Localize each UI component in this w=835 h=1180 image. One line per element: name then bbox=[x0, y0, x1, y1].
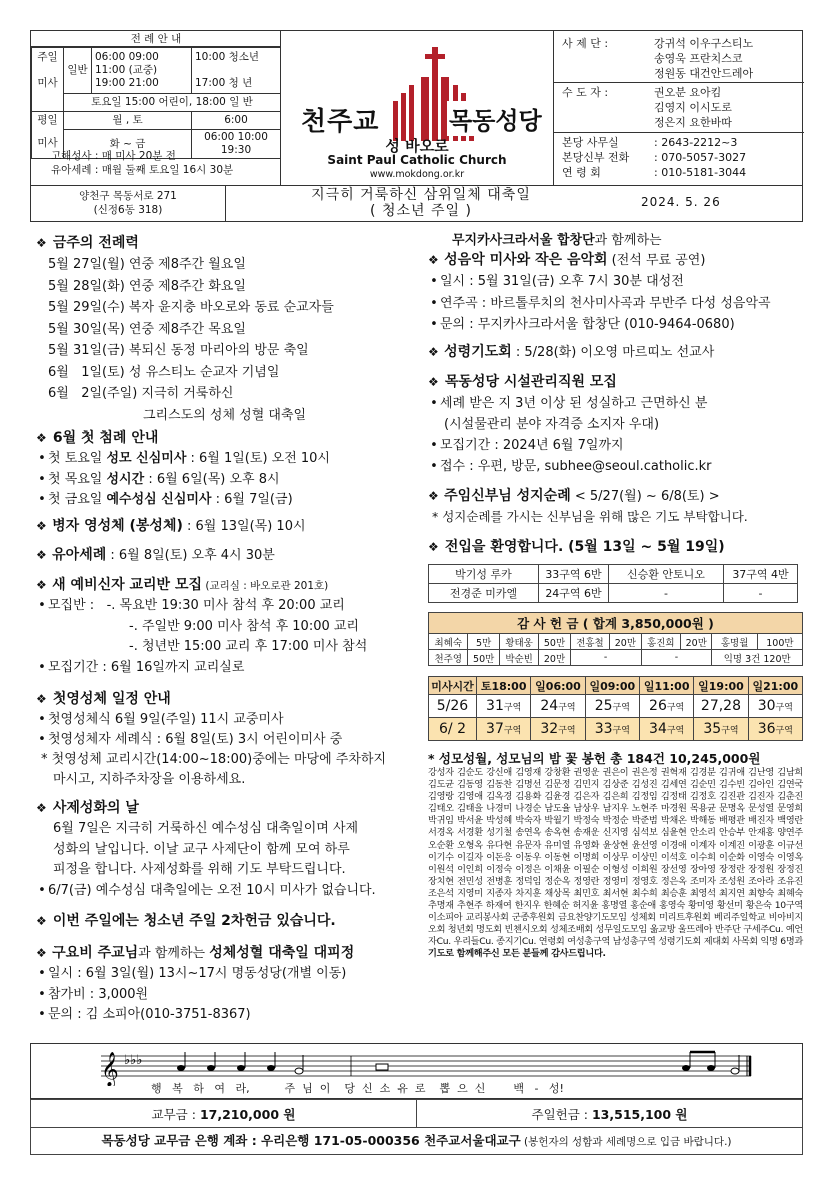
donation-amount: 50만 bbox=[468, 650, 499, 666]
district-number: 37 bbox=[486, 721, 504, 737]
section-title: 사제성화의 날 bbox=[52, 800, 139, 816]
infant-baptism-section bbox=[36, 545, 421, 566]
first-thursday-item: • 첫 목요일 성시간 : 6월 6일(목) 오후 8시 bbox=[36, 470, 421, 491]
sunday-title bbox=[261, 187, 581, 219]
donor-name: 홍진희 bbox=[641, 634, 680, 650]
church-website: www.mokdong.or.kr bbox=[369, 169, 465, 180]
paragraph-line: 피정을 합니다. 사제성화를 위해 기도 부탁드립니다. bbox=[53, 862, 346, 877]
district-number: 26 bbox=[649, 698, 667, 714]
choir-name: 무지카사크라서울 합창단 bbox=[452, 233, 595, 248]
prayer-meeting-section bbox=[428, 342, 803, 363]
column-header: 일09:00 bbox=[585, 677, 639, 695]
table-row: 6/ 2 37구역 32구역 33구역 34구역 35구역 36구역 bbox=[429, 718, 803, 741]
liturgical-calendar-section bbox=[36, 233, 421, 426]
mass-times-saturday: 토요일 15:00 어린이, 18:00 일 반 bbox=[64, 94, 281, 112]
bulletin-header bbox=[30, 30, 803, 186]
mass-days-mon-sat: 월 , 토 bbox=[64, 112, 192, 130]
priest-3: 정원동 대건안드레아 bbox=[654, 67, 754, 80]
youth-collection-section bbox=[36, 911, 421, 932]
bulletin-date: 2024. 5. 26 bbox=[641, 195, 721, 209]
label-priests: 사 제 단 : bbox=[562, 37, 609, 50]
pilgrimage-dates: < 5/27(월) ~ 6/8(토) > bbox=[570, 489, 720, 504]
svg-text:♭♭♭: ♭♭♭ bbox=[124, 1053, 143, 1068]
class-thursday: • 모집반 : -. 목요반 19:30 미사 참석 후 20:00 교리 bbox=[36, 596, 421, 617]
song-lyrics: 행 복 하 여 라, 주 님 이 당 신 소 유 로 뽑 으 신 백 - 성! bbox=[151, 1082, 564, 1095]
mass-schedule-table bbox=[31, 47, 281, 159]
paragraph-line: 6월 7일은 지극히 거룩하신 예수성심 대축일이며 사제 bbox=[53, 821, 359, 836]
address-line-1: 양천구 목동서로 271 bbox=[79, 190, 177, 202]
mass-times-youth: 10:00 청소년 17:00 청 년 bbox=[192, 48, 281, 94]
confession-note: 고해성사 : 매 미사 20분 전 bbox=[51, 150, 176, 162]
section-title: 성체성혈 대축일 대피정 bbox=[209, 945, 355, 961]
sunday-offering-label: 주일헌금 : bbox=[531, 1106, 588, 1122]
feast-name: 지극히 거룩하신 삼위일체 대축일 bbox=[311, 187, 531, 203]
donation-amount: 100만 bbox=[757, 634, 802, 650]
thanks-offering-title: 감 사 헌 금 ( 합계 3,850,000원 ) bbox=[429, 613, 803, 634]
religious-3: 정은지 요한바따 bbox=[654, 116, 732, 129]
parking-note: * 첫영성체 교리시간(14:00~18:00)중에는 마당에 주차하지 bbox=[41, 752, 387, 767]
district-number: 35 bbox=[703, 721, 722, 737]
flower-donor-list bbox=[428, 767, 803, 961]
recruit-deadline: • 모집기간 : 2024년 6월 7일까지 bbox=[428, 435, 803, 456]
diamond-bullet-icon: ❖ bbox=[36, 578, 47, 592]
retreat-section bbox=[36, 943, 421, 1026]
retreat-connector: 과 함께하는 bbox=[138, 946, 210, 961]
recruit-application: • 접수 : 우편, 방문, subhee@seoul.catholic.kr bbox=[428, 456, 803, 477]
new-member-district: 24구역 6반 bbox=[539, 584, 609, 603]
district-number: 36 bbox=[757, 721, 776, 737]
paragraph-line: 성화의 날입니다. 이날 교구 사제단이 함께 모여 하루 bbox=[53, 841, 350, 857]
donation-amount: 5만 bbox=[468, 634, 499, 650]
section-detail: : 6월 13일(목) 10시 bbox=[182, 519, 306, 534]
row-date: 6/ 2 bbox=[429, 718, 477, 741]
retreat-contact: • 문의 : 김 소피아(010-3751-8367) bbox=[36, 1005, 421, 1026]
diamond-bullet-icon: ❖ bbox=[428, 540, 439, 554]
retreat-bishop: 구요비 주교님 bbox=[52, 945, 139, 961]
label-funeral-society: 연 령 회 bbox=[562, 166, 601, 179]
parking-note-2: 마시고, 지하주차장을 이용하세요. bbox=[53, 772, 246, 787]
new-member-district: 33구역 6반 bbox=[539, 565, 609, 584]
sacrament-notes bbox=[51, 149, 233, 177]
mass-label-weekday-2: 미사 bbox=[32, 130, 64, 159]
donor-name: - bbox=[641, 650, 712, 666]
label-religious: 수 도 자 : bbox=[562, 86, 609, 99]
recruit-preference: (시설물관리 분야 자격증 소지자 우대) bbox=[444, 417, 660, 432]
priest-2: 송영욱 프란치스코 bbox=[654, 52, 743, 65]
column-header: 일06:00 bbox=[531, 677, 585, 695]
office-phone: : 2643-2212~3 bbox=[654, 136, 738, 149]
section-title: 유아세례 bbox=[52, 547, 107, 563]
mass-times-sunday: 06:00 09:00 11:00 (교중) 19:00 21:00 bbox=[92, 48, 192, 94]
sick-communion-section bbox=[36, 516, 421, 537]
district-number: 27,28 bbox=[700, 698, 742, 714]
section-title: 전입을 환영합니다. (5월 13일 ~ 5월 19일) bbox=[444, 539, 725, 555]
donor-name: 홍명월 bbox=[712, 634, 757, 650]
section-title: 이번 주일에는 청소년 주일 2차헌금 있습니다. bbox=[52, 913, 336, 929]
choir-connector: 과 함께하는 bbox=[594, 233, 662, 248]
section-title: 병자 영성체 (봉성체) bbox=[52, 518, 183, 534]
section-title: 목동성당 시설관리직원 모집 bbox=[444, 374, 617, 390]
classroom-note: (교리실 : 바오로관 201호) bbox=[202, 580, 329, 592]
funeral-society-phone: : 010-5181-3044 bbox=[654, 166, 747, 179]
pilgrimage-prayer-note: * 성지순례를 가시는 신부님을 위해 많은 기도 부탁합니다. bbox=[432, 509, 748, 524]
logo-text-catholic: 천주교 bbox=[301, 107, 380, 137]
mass-schedule-title: 전 례 안 내 bbox=[31, 31, 281, 47]
calendar-item: 5월 28일(화) 연중 제8주간 화요일 bbox=[48, 278, 246, 294]
priest-1: 강귀석 이우구스티노 bbox=[654, 37, 754, 50]
clergy-contact-box bbox=[553, 31, 803, 185]
table-row: 5/26 31구역 24구역 25구역 26구역 27,28 30구역 bbox=[429, 695, 803, 718]
mass-times-tue-fri: 06:00 10:00 19:30 bbox=[192, 130, 281, 159]
feast-subtitle: ( 청소년 주일 ) bbox=[370, 203, 472, 219]
diamond-bullet-icon: ❖ bbox=[428, 345, 439, 359]
priest-sanctification-section bbox=[36, 798, 421, 901]
section-title: 6월 첫 첨례 안내 bbox=[52, 430, 159, 446]
donor-names: 강성자 김순도 강신애 김영재 강창환 권영운 권은이 권은정 권혁재 김경분 김귀애 김난영 김남희 김도균 김동영 김동찬 김명선 김문정 김민지 김상준 김성진 김세연 김순민 김수빈 김아인 김연국 김영랑 김영애 김옥경 김용화 김윤경 김은자 김은희 김정임 김정태 김정호 김진관 김진자 김춘진 김태오 김태을 나경미 나경순 남도율 남상우 남지우 노현주 마경원 목용균 문명옥 문성열 문영희 박귀임 박서윤 박성혜 박숙자 박월기 박정숙 박정순 박준범 박채온 박해동 배평관 배진자 백영란 서경옥 서경환 성기철 송연옥 송옥현 송재운 신지영 심석보 심윤현 안소리 안승부 안재홍 양연주 오순환 오형옥 유다현 유문자 유미열 유영화 윤상현 윤선영 이경애 이계자 이계진 이광훈 이규선 이기수 이길자 이돈응 이동우 이동현 이명희 이상무 이상민 이석호 이수희 이순화 이영숙 이영옥 이원석 이인희 이정숙 이정은 이채윤 이필순 이형성 이희원 장선영 장아영 장정란 장정원 장정진 장치현 전민성 전병훈 정덕임 정순옥 정영란 정영미 정영호 정은옥 조미자 조성원 조아라 조유진 조은석 지영미 지종자 차지훈 채상목 최민호 최서현 최수희 최승훈 최영석 최지연 최향숙 최혜숙 추명재 추현주 하재여 한지우 한혜순 허지윤 홍명열 홍순애 홍영숙 황미영 황선미 황은숙 10구역 이소피아 교리봉사회 군종후원회 금요찬양기도모임 성체회 미리트후원회 베리주일학교 비아비지오회 청년회 명도회 빈첸시오회 성체조배회 성무일도모임 옮교방 울뜨레아 반주단 구세주Cu. 예언자Cu. 우리들Cu. 종지기Cu. 연령회 여성총구역 남성총구역 성령기도회 제대회 사목회 익명 6명과 bbox=[428, 767, 803, 948]
column-header: 미사시간 bbox=[429, 677, 477, 695]
first-communion-section bbox=[36, 689, 421, 790]
thanks-message: 기도로 함께해주신 모든 분들께 감사드립니다. bbox=[428, 948, 606, 960]
district-number: 24 bbox=[540, 698, 559, 714]
retreat-date: • 일시 : 6월 3일(월) 13시~17시 명동성당(개별 이동) bbox=[36, 964, 421, 985]
diamond-bullet-icon: ❖ bbox=[36, 801, 47, 815]
communion-ceremony: • 첫영성체식 6월 9일(주일) 11시 교중미사 bbox=[36, 710, 421, 730]
diamond-bullet-icon: ❖ bbox=[428, 375, 439, 389]
flower-offering-title: * 성모성월, 성모님의 밤 꽃 봉헌 총 184건 10,245,000원 bbox=[428, 751, 761, 766]
donor-name: 박순빈 bbox=[499, 650, 538, 666]
new-member-name: 전경준 미카엘 bbox=[429, 584, 539, 603]
first-saturday-item: • 첫 토요일 성모 신심미사 : 6월 1일(토) 오전 10시 bbox=[36, 449, 421, 470]
welcome-table bbox=[428, 564, 798, 603]
free-concert-tag: (전석 무료 공연) bbox=[607, 253, 706, 268]
district-number: 34 bbox=[649, 721, 667, 737]
new-member-name: 신승환 안토니오 bbox=[609, 565, 724, 584]
svg-text:𝄞: 𝄞 bbox=[101, 1052, 119, 1086]
donor-name: 전홍철 bbox=[570, 634, 609, 650]
district-number: 33 bbox=[594, 721, 613, 737]
pilgrimage-section bbox=[428, 486, 803, 526]
new-member-district: - bbox=[724, 584, 798, 603]
staff-recruit-section bbox=[428, 372, 803, 477]
concert-section bbox=[428, 231, 803, 336]
first-friday-section bbox=[36, 428, 421, 511]
section-detail: : 5/28(화) 이오영 마르띠노 선교사 bbox=[511, 345, 715, 360]
calendar-item: 5월 31일(금) 복되신 동정 마리아의 방문 축일 bbox=[48, 343, 309, 358]
calendar-item: 6월 2일(주일) 지극히 거룩하신 bbox=[48, 386, 234, 401]
district-number: 31 bbox=[486, 698, 504, 714]
new-member-name: 박기성 루카 bbox=[429, 565, 539, 584]
diamond-bullet-icon: ❖ bbox=[36, 519, 47, 533]
donor-name: 천주영 bbox=[429, 650, 468, 666]
bank-account-info bbox=[30, 1127, 803, 1155]
concert-program: • 연주곡 : 바르톨루치의 천사미사곡과 무반주 다성 성음악곡 bbox=[428, 293, 803, 315]
mass-times-mon-sat: 6:00 bbox=[192, 112, 281, 130]
district-number: 25 bbox=[594, 698, 613, 714]
church-logo bbox=[281, 31, 553, 185]
mass-schedule-box bbox=[31, 31, 281, 185]
bulletin-subheader bbox=[30, 186, 803, 222]
column-header: 일19:00 bbox=[694, 677, 748, 695]
infant-baptism-note: 유아세례 : 매월 둘째 토요일 16시 30분 bbox=[51, 164, 234, 176]
diamond-bullet-icon: ❖ bbox=[428, 253, 439, 267]
recruit-period: • 모집기간 : 6월 16일까지 교리실로 bbox=[36, 658, 421, 679]
section-title: 성음악 미사와 작은 음악회 bbox=[444, 252, 608, 268]
logo-text-parish: 목동성당 bbox=[447, 101, 544, 136]
parish-offering-label: 교무금 : bbox=[151, 1106, 196, 1122]
no-mass-note: • 6/7(금) 예수성심 대축일에는 오전 10시 미사가 없습니다. bbox=[36, 881, 421, 902]
district-number: 30 bbox=[757, 698, 776, 714]
donor-name: - bbox=[570, 650, 641, 666]
section-title: 성령기도회 bbox=[444, 344, 512, 360]
donor-name: 황태웅 bbox=[499, 634, 538, 650]
diamond-bullet-icon: ❖ bbox=[36, 914, 47, 928]
row-date: 5/26 bbox=[429, 695, 477, 718]
class-sunday: -. 주일반 9:00 미사 참석 후 10:00 교리 bbox=[129, 618, 359, 634]
parish-offering bbox=[31, 1100, 417, 1128]
label-pastor-phone: 본당신부 전화 bbox=[562, 151, 630, 164]
welcome-section bbox=[428, 537, 803, 558]
district-number: 32 bbox=[540, 721, 559, 737]
mass-label-general: 일반 bbox=[64, 48, 92, 94]
diamond-bullet-icon: ❖ bbox=[36, 692, 47, 706]
section-detail: : 6월 8일(토) 오후 4시 30분 bbox=[106, 548, 275, 563]
new-member-district: 37구역 4반 bbox=[724, 565, 798, 584]
address-line-2: (신정6동 318) bbox=[93, 204, 163, 216]
donor-name: 최혜숙 bbox=[429, 634, 468, 650]
diamond-bullet-icon: ❖ bbox=[36, 548, 47, 562]
column-header: 일21:00 bbox=[748, 677, 802, 695]
church-address bbox=[31, 186, 226, 221]
diamond-bullet-icon: ❖ bbox=[428, 489, 439, 503]
column-header: 일11:00 bbox=[639, 677, 693, 695]
class-youth: -. 청년반 15:00 교리 후 17:00 미사 참석 bbox=[129, 639, 368, 654]
diamond-bullet-icon: ❖ bbox=[36, 946, 47, 960]
district-mass-schedule bbox=[428, 676, 803, 741]
mass-days-tue-fri: 화 ~ 금 bbox=[64, 130, 192, 159]
calendar-item: 5월 27일(월) 연중 제8주간 월요일 bbox=[48, 257, 246, 272]
thanks-offering-table bbox=[428, 612, 803, 666]
calendar-item: 5월 30일(목) 연중 제8주간 목요일 bbox=[48, 321, 246, 337]
recruit-requirement: • 세례 받은 지 3년 이상 된 성실하고 근면하신 분 bbox=[428, 393, 803, 414]
column-header: 토18:00 bbox=[477, 677, 531, 695]
new-member-name: - bbox=[609, 584, 724, 603]
bank-account-note: (봉헌자의 성함과 세례명으로 입금 바랍니다.) bbox=[520, 1136, 732, 1148]
calendar-item: 5월 29일(수) 복자 윤지충 바오로와 동료 순교자들 bbox=[48, 300, 334, 315]
parish-offering-value: 17,210,000 원 bbox=[199, 1106, 296, 1122]
calendar-item: 6월 1일(토) 성 유스티노 순교자 기념일 bbox=[48, 364, 280, 380]
concert-date: • 일시 : 5월 31일(금) 오후 7시 30분 대성전 bbox=[428, 271, 803, 293]
calendar-item: 그리스도의 성체 성혈 대축일 bbox=[143, 407, 307, 423]
mass-label-sunday: 주일 미사 bbox=[32, 48, 64, 94]
sunday-offering bbox=[417, 1100, 803, 1128]
catechumen-section bbox=[36, 575, 421, 678]
logo-english-name: Saint Paul Catholic Church bbox=[327, 153, 507, 167]
mass-label-weekday: 평일 bbox=[32, 112, 64, 130]
logo-patron: 성 바오로 bbox=[385, 137, 449, 155]
pastor-phone: : 070-5057-3027 bbox=[654, 151, 747, 164]
concert-contact: • 문의 : 무지카사크라서울 합창단 (010-9464-0680) bbox=[428, 314, 803, 336]
diamond-bullet-icon: ❖ bbox=[36, 431, 47, 445]
label-office: 본당 사무실 bbox=[562, 136, 619, 149]
donation-amount: 50만 bbox=[539, 634, 570, 650]
donation-amount: 20만 bbox=[610, 634, 641, 650]
anonymous-donations: 익명 3건 120만 bbox=[712, 650, 803, 666]
section-title: 주임신부님 성지순례 bbox=[444, 488, 571, 504]
offering-totals bbox=[30, 1099, 803, 1128]
section-title: 새 예비신자 교리반 모집 bbox=[52, 577, 203, 593]
bank-account-text: 목동성당 교무금 은행 계좌 : 우리은행 171-05-000356 천주교서울대교구 bbox=[101, 1133, 521, 1148]
communion-baptism: • 첫영성체자 세례식 : 6월 8일(토) 3시 어린이미사 중 bbox=[36, 730, 421, 750]
first-friday-item: • 첫 금요일 예수성심 신심미사 : 6월 7일(금) bbox=[36, 490, 421, 511]
section-title: 첫영성체 일정 안내 bbox=[52, 691, 171, 707]
religious-2: 김영지 이시도로 bbox=[654, 101, 732, 114]
music-staff bbox=[30, 1043, 803, 1099]
donation-amount: 20만 bbox=[539, 650, 570, 666]
section-title: 금주의 전례력 bbox=[52, 235, 139, 251]
retreat-fee: • 참가비 : 3,000원 bbox=[36, 985, 421, 1006]
donation-amount: 20만 bbox=[681, 634, 712, 650]
sunday-offering-value: 13,515,100 원 bbox=[591, 1106, 688, 1122]
religious-1: 권오분 요아킴 bbox=[654, 86, 722, 99]
diamond-bullet-icon: ❖ bbox=[36, 236, 47, 250]
calendar-list bbox=[36, 254, 421, 426]
